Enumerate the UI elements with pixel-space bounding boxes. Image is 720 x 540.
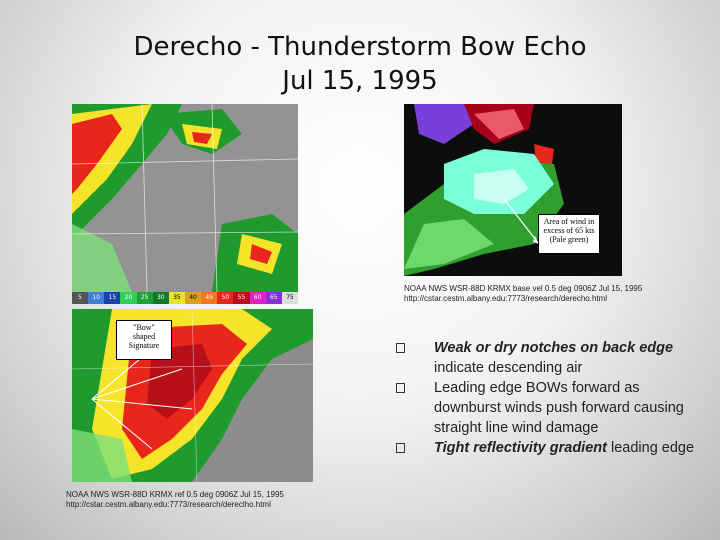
- slide-title: [0, 30, 720, 98]
- callout-line: Signature: [128, 341, 160, 350]
- legend-value: 50: [217, 292, 233, 304]
- square-bullet-icon: [396, 343, 405, 353]
- legend-value: 55: [233, 292, 249, 304]
- bullet-emphasis: Tight reflectivity gradient: [434, 440, 607, 456]
- reflectivity-image-caption: NOAA NWS WSR-88D KRMX ref 0.5 deg 0906Z Jul 15, 1995 http://cstar.cestm.albany.edu:7773/research/dereclho.html: [66, 490, 284, 509]
- callout-line: shaped: [132, 332, 156, 341]
- legend-value: 40: [185, 292, 201, 304]
- legend-value: 10: [88, 292, 104, 304]
- reflectivity-radar-image-bottom: [72, 309, 313, 482]
- title-line-2: Jul 15, 1995: [282, 66, 438, 96]
- reflectivity-radar-image-top: [72, 104, 298, 304]
- legend-value: 30: [153, 292, 169, 304]
- legend-value: 75: [282, 292, 298, 304]
- wind-area-callout: [538, 214, 600, 254]
- callout-line: Area of wind in: [543, 217, 595, 226]
- velocity-radar-image: [404, 104, 622, 276]
- bow-signature-callout: [116, 320, 172, 360]
- square-bullet-icon: [396, 443, 405, 453]
- legend-value: 45: [201, 292, 217, 304]
- callout-line: (Pale green): [549, 235, 589, 244]
- square-bullet-icon: [396, 383, 405, 393]
- reflectivity-radar-graphic: [72, 104, 298, 292]
- bullet-item: [396, 338, 696, 378]
- bullet-text: Leading edge BOWs forward as downburst winds push forward causing straight line wind damage: [434, 380, 684, 436]
- bullet-text: indicate descending air: [434, 360, 583, 376]
- velocity-image-caption: NOAA NWS WSR-88D KRMX base vel 0.5 deg 0906Z Jul 15, 1995 http://cstar.cestm.albany.edu:7773/research/derecho.html: [404, 284, 643, 303]
- callout-line: excess of 65 kts: [543, 226, 595, 235]
- reflectivity-color-legend: [72, 292, 298, 304]
- bullet-text: leading edge: [606, 440, 695, 456]
- legend-value: 35: [169, 292, 185, 304]
- legend-value: 15: [104, 292, 120, 304]
- legend-value: 60: [250, 292, 266, 304]
- legend-value: 20: [120, 292, 136, 304]
- callout-line: "Bow": [133, 323, 155, 332]
- bullet-item: [396, 378, 696, 438]
- bullet-emphasis: Weak or dry notches on back edge: [434, 340, 674, 356]
- bow-echo-radar-graphic: [72, 309, 313, 482]
- legend-value: 5: [72, 292, 88, 304]
- legend-value: 25: [137, 292, 153, 304]
- title-line-1: Derecho - Thunderstorm Bow Echo: [133, 32, 587, 62]
- bullet-list: [396, 338, 696, 458]
- bullet-item: [396, 438, 696, 458]
- legend-value: 65: [266, 292, 282, 304]
